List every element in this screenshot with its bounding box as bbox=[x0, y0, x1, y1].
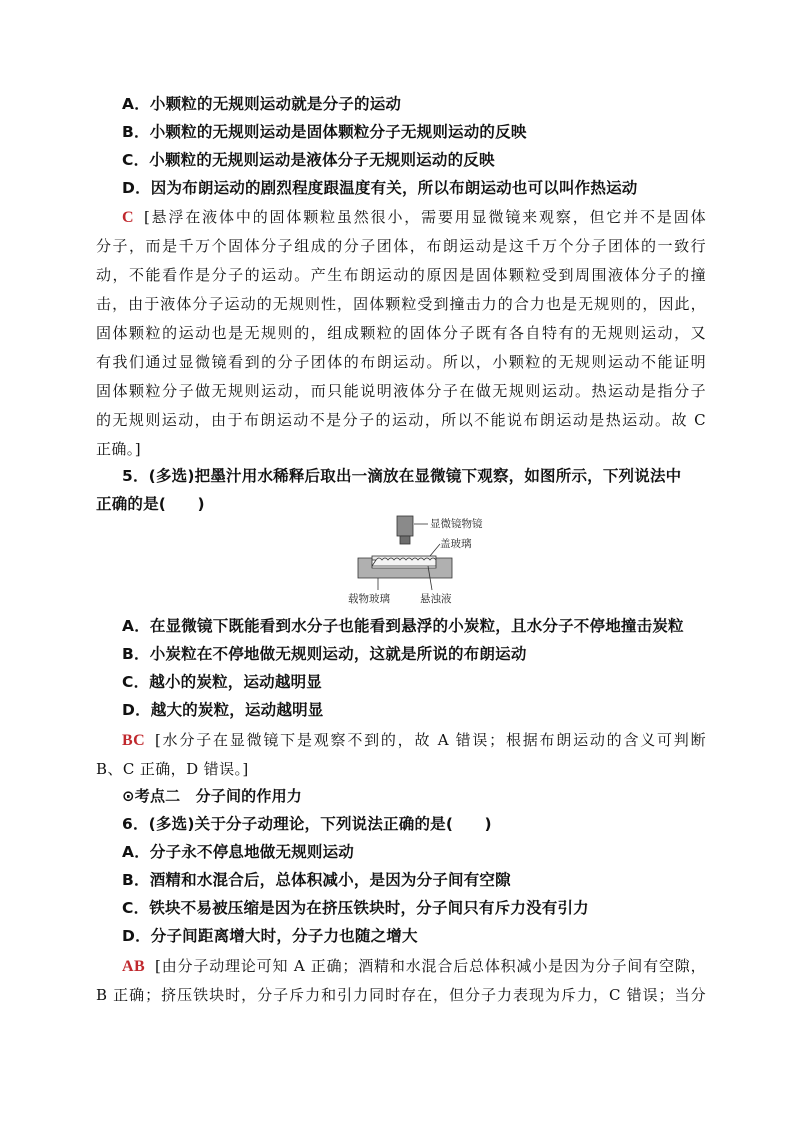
q6-explanation-line-1: AB [由分子动理论可知 A 正确；酒精和水混合后总体积减小是因为分子间有空隙， bbox=[122, 957, 706, 975]
q4-option-b: B．小颗粒的无规则运动是固体颗粒分子无规则运动的反映 bbox=[122, 123, 527, 141]
q6-option-c: C．铁块不易被压缩是因为在挤压铁块时，分子间只有斥力没有引力 bbox=[122, 899, 589, 917]
label-cover-glass: 盖玻璃 bbox=[440, 538, 472, 550]
cover-leader bbox=[430, 544, 440, 556]
q5-option-a: A．在显微镜下既能看到水分子也能看到悬浮的小炭粒，且水分子不停地撞击炭粒 bbox=[122, 617, 684, 635]
q5-stem-line-2: 正确的是( ) bbox=[96, 495, 205, 513]
section-title: ⊙考点二 分子间的作用力 bbox=[122, 787, 302, 805]
q4-explanation-line-4: 击，由于液体分子运动的无规则性，固体颗粒受到撞击力的合力也是无规则的，因此， bbox=[96, 295, 706, 313]
q5-option-c: C．越小的炭粒，运动越明显 bbox=[122, 673, 322, 691]
q5-answer-letter: BC bbox=[122, 732, 146, 749]
objective-lens-tip bbox=[400, 536, 410, 544]
q5-option-b: B．小炭粒在不停地做无规则运动，这就是所说的布朗运动 bbox=[122, 645, 527, 663]
suspension-liquid bbox=[372, 558, 436, 566]
microscope-figure bbox=[340, 514, 540, 606]
label-slide-glass: 载物玻璃 bbox=[348, 593, 390, 605]
q5-stem-line-1: 5．(多选)把墨汁用水稀释后取出一滴放在显微镜下观察，如图所示，下列说法中 bbox=[122, 467, 682, 485]
q4-answer-letter: C bbox=[122, 209, 134, 226]
q4-explanation-line-8: 的无规则运动，由于布朗运动不是分子的运动，所以不能说布朗运动是热运动。故 C bbox=[96, 411, 706, 429]
q6-option-d: D．分子间距离增大时，分子力也随之增大 bbox=[122, 927, 418, 945]
q6-stem: 6．(多选)关于分子动理论，下列说法正确的是( ) bbox=[122, 815, 492, 833]
objective-lens-body bbox=[397, 516, 413, 536]
q6-option-b: B．酒精和水混合后，总体积减小，是因为分子间有空隙 bbox=[122, 871, 511, 889]
q4-option-c: C．小颗粒的无规则运动是液体分子无规则运动的反映 bbox=[122, 151, 495, 169]
q5-option-d: D．越大的炭粒，运动越明显 bbox=[122, 701, 324, 719]
label-objective: 显微镜物镜 bbox=[430, 518, 483, 530]
q4-explanation-line-9: 正确。] bbox=[96, 440, 141, 458]
q4-explanation-line-3: 动，不能看作是分子的运动。产生布朗运动的原因是固体颗粒受到周围液体分子的撞 bbox=[96, 266, 706, 284]
q4-explanation-line-7: 固体颗粒分子做无规则运动，而只能说明液体分子在做无规则运动。热运动是指分子 bbox=[96, 382, 706, 400]
q4-option-d: D．因为布朗运动的剧烈程度跟温度有关，所以布朗运动也可以叫作热运动 bbox=[122, 179, 638, 197]
q5-explanation-line-1: BC [水分子在显微镜下是观察不到的，故 A 错误；根据布朗运动的含义可判断 bbox=[122, 731, 706, 749]
q6-explanation-line-2: B 正确；挤压铁块时，分子斥力和引力同时存在，但分子力表现为斥力，C 错误；当分 bbox=[96, 986, 706, 1004]
q4-explanation-line-6: 有我们通过显微镜看到的分子团体的布朗运动。所以，小颗粒的无规则运动不能证明 bbox=[96, 353, 706, 371]
q6-option-a: A．分子永不停息地做无规则运动 bbox=[122, 843, 354, 861]
q4-option-a: A．小颗粒的无规则运动就是分子的运动 bbox=[122, 95, 402, 113]
q6-answer-letter: AB bbox=[122, 958, 146, 975]
q4-explanation-line-1: C [悬浮在液体中的固体颗粒虽然很小，需要用显微镜来观察，但它并不是固体 bbox=[122, 208, 706, 226]
q5-explanation-line-2: B、C 正确，D 错误。] bbox=[96, 760, 249, 778]
q4-explanation-line-5: 固体颗粒的运动也是无规则的，组成颗粒的固体分子既有各自特有的无规则运动，又 bbox=[96, 324, 706, 342]
label-suspension: 悬浊液 bbox=[420, 593, 452, 605]
q4-explanation-line-2: 分子，而是千万个固体分子组成的分子团体，布朗运动是这千万个分子团体的一致行 bbox=[96, 237, 706, 255]
